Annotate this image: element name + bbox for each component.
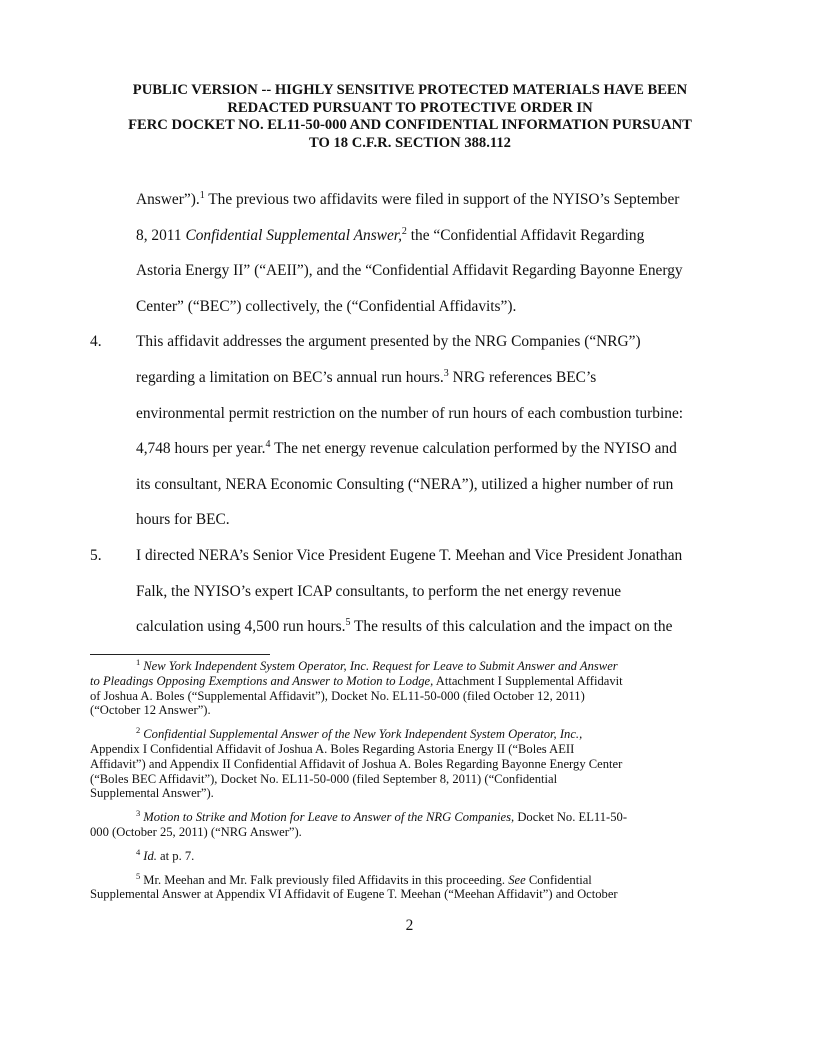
text-line: its consultant, NERA Economic Consulting (“NERA”), utilized a higher number of run bbox=[136, 475, 674, 493]
continued-paragraph bbox=[136, 182, 730, 324]
footnote-mark: 1 bbox=[136, 657, 141, 667]
footnote-ref[interactable]: 5 bbox=[345, 617, 351, 629]
footnote-ref[interactable]: 2 bbox=[401, 225, 407, 237]
text-line: environmental permit restriction on the number of run hours of each combustion turbine: bbox=[136, 404, 684, 422]
document-body bbox=[90, 182, 730, 645]
footnote-ref[interactable]: 3 bbox=[443, 367, 449, 379]
page-number: 2 bbox=[405, 917, 414, 934]
header-line: TO 18 C.F.R. SECTION 388.112 bbox=[309, 134, 511, 151]
header-line: REDACTED PURSUANT TO PROTECTIVE ORDER IN bbox=[227, 99, 593, 116]
footnote-ref[interactable]: 1 bbox=[199, 190, 205, 201]
footnote-4: $^4$ Id. at p. 7. bbox=[136, 846, 195, 863]
footnote-separator bbox=[90, 654, 270, 655]
footnotes bbox=[90, 659, 730, 911]
footnote-2: $^2$ Confidential Supplemental Answer of the New York Independent System Operator, Inc., Appendix I Confidential Affidavit of Joshua A. Boles Regarding Astoria Energy II (“Boles AEII Affidavit”) and Appendix II Confidential Affidavit of Joshua A. Boles Regarding Bayonne Energy Center (“Boles BEC Affidavit”), Docket No. EL11-50-000 (filed September 8, 2011) (“Confidential Supplemental Answer”). bbox=[90, 725, 623, 801]
text-line: calculation using 4,500 run hours.$^5$ The results of this calculation and the impact on the bbox=[136, 617, 673, 636]
text-line: regarding a limitation on BEC’s annual run hours.$^3$ NRG references BEC’s bbox=[136, 367, 597, 386]
footnote-3: $^3$ Motion to Strike and Motion for Leave to Answer of the NRG Companies, Docket No. EL11-50- 000 (October 25, 2011) (“NRG Answer”). bbox=[90, 808, 628, 839]
paragraph-number: 5. bbox=[90, 546, 102, 564]
footnote-mark: 2 bbox=[136, 725, 141, 736]
text-line: hours for BEC. bbox=[136, 511, 230, 529]
header-line: FERC DOCKET NO. EL11-50-000 AND CONFIDENTIAL INFORMATION PURSUANT bbox=[128, 117, 692, 133]
text-line: Astoria Energy II” (“AEII”), and the “Confidential Affidavit Regarding Bayonne Energy bbox=[136, 262, 683, 280]
footnote-1: $^1$ New York Independent System Operator, Inc. Request for Leave to Submit Answer and Answer to Pleadings Opposing Exemptions and Answer to Motion to Lodge, Attachment I Supplemental Affidavit of Joshua A. Boles (“Supplemental Affidavit”), Docket No. EL11-50-000 (filed October 12, 2011) (“October 12 Answer”). bbox=[90, 657, 623, 718]
paragraph-number: 4. bbox=[90, 333, 102, 351]
confidentiality-header bbox=[80, 82, 740, 152]
footnote-5: $^5$ Mr. Meehan and Mr. Falk previously filed Affidavits in this proceeding. See Confidential Supplemental Answer at Appendix VI Affidavit of Eugene T. Meehan (“Meehan Affidavit”) and October bbox=[90, 870, 618, 902]
footnote-ref[interactable]: 4 bbox=[265, 439, 271, 451]
text-line: This affidavit addresses the argument presented by the NRG Companies (“NRG”) bbox=[136, 333, 641, 351]
text-line: Answer”).$^1$ The previous two affidavits were filed in support of the NYISO’s September bbox=[136, 190, 680, 208]
footnote-mark: 3 bbox=[136, 808, 141, 819]
paragraph-5 bbox=[90, 538, 730, 645]
text-line: 4,748 hours per year.$^4$ The net energy revenue calculation performed by the NYISO and bbox=[136, 439, 677, 458]
paragraph-4 bbox=[90, 324, 730, 538]
footnote-mark: 4 bbox=[136, 846, 141, 857]
text-line: Center” (“BEC”) collectively, the (“Confidential Affidavits”). bbox=[136, 297, 517, 315]
footnote-mark: 5 bbox=[136, 870, 141, 881]
text-line: Falk, the NYISO’s expert ICAP consultants, to perform the net energy revenue bbox=[136, 582, 622, 600]
text-line: 8, 2011 Confidential Supplemental Answer,$^2$ the “Confidential Affidavit Regarding bbox=[136, 225, 645, 244]
header-line: PUBLIC VERSION -- HIGHLY SENSITIVE PROTECTED MATERIALS HAVE BEEN bbox=[132, 82, 688, 98]
text-line: I directed NERA’s Senior Vice President Eugene T. Meehan and Vice President Jonathan bbox=[136, 546, 683, 564]
